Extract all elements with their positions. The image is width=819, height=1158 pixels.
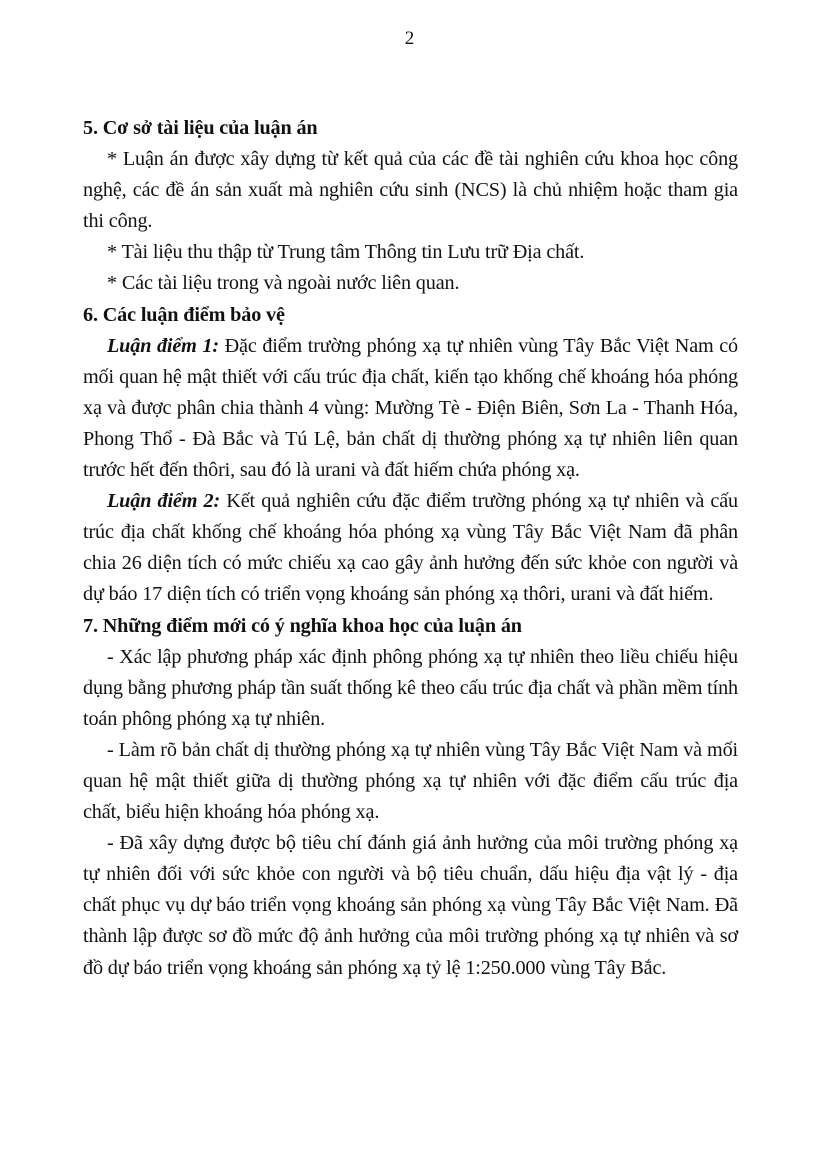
- paragraph-text: - Đã xây dựng được bộ tiêu chí đánh giá ảnh hưởng của môi trường phóng xạ tự nhiên đối với sức khỏe con người và bộ tiêu chuẩn, dấu hiệu địa vật lý - địa chất phục vụ dự báo triển vọng khoáng sản phóng xạ vùng Tây Bắc Việt Nam. Đã thành lập được sơ đồ mức độ ảnh hưởng của môi trường phóng xạ tự nhiên và sơ đồ dự báo triển vọng khoáng sản phóng xạ tỷ lệ 1:250.000 vùng Tây Bắc.: [83, 832, 738, 979]
- section-heading: 7. Những điểm mới có ý nghĩa khoa học của luận án: [83, 614, 522, 637]
- section-heading: 5. Cơ sở tài liệu của luận án: [83, 117, 318, 139]
- section-6: [83, 300, 738, 611]
- paragraph-text: * Tài liệu thu thập từ Trung tâm Thông tin Lưu trữ Địa chất.: [107, 241, 585, 264]
- paragraph: [83, 268, 738, 299]
- paragraph-text: - Làm rõ bản chất dị thường phóng xạ tự nhiên vùng Tây Bắc Việt Nam và mối quan hệ mật thiết giữa dị thường phóng xạ tự nhiên với đặc điểm cấu trúc địa chất, biểu hiện khoáng hóa phóng xạ.: [83, 738, 738, 824]
- section-heading: 6. Các luận điểm bảo vệ: [83, 303, 285, 326]
- paragraph-text: Đặc điểm trường phóng xạ tự nhiên vùng Tây Bắc Việt Nam có mối quan hệ mật thiết với cấu trúc địa chất, kiến tạo khống chế khoáng hóa phóng xạ và được phân chia thành 4 vùng: Mường Tè - Điện Biên, Sơn La - Thanh Hóa, Phong Thổ - Đà Bắc và Tú Lệ, bản chất dị thường phóng xạ tự nhiên liên quan trước hết đến thôri, sau đó là urani và đất hiếm chứa phóng xạ.: [83, 334, 739, 482]
- thesis-point-label: Luận điểm 1:: [107, 334, 219, 357]
- section-7: [83, 611, 738, 984]
- paragraph: [83, 735, 738, 828]
- section-5: [83, 113, 738, 300]
- paragraph: [83, 828, 738, 983]
- page-number: 2: [404, 28, 415, 49]
- paragraph: [83, 237, 738, 268]
- paragraph-text: * Các tài liệu trong và ngoài nước liên quan.: [107, 272, 460, 295]
- paragraph: [83, 144, 738, 237]
- page-content: [83, 113, 738, 984]
- thesis-point-label: Luận điểm 2:: [107, 490, 221, 513]
- paragraph: [83, 486, 738, 610]
- paragraph-text: - Xác lập phương pháp xác định phông phóng xạ tự nhiên theo liều chiếu hiệu dụng bằng phương pháp tần suất thống kê theo cấu trúc địa chất và phần mềm tính toán phông phóng xạ tự nhiên.: [83, 645, 738, 730]
- paragraph-text: * Luận án được xây dựng từ kết quả của các đề tài nghiên cứu khoa học công nghệ, các đề án sản xuất mà nghiên cứu sinh (NCS) là chủ nhiệm hoặc tham gia thi công.: [83, 148, 738, 233]
- paragraph-text: Kết quả nghiên cứu đặc điểm trường phóng xạ tự nhiên và cấu trúc địa chất khống chế khoáng hóa phóng xạ vùng Tây Bắc Việt Nam đã phân chia 26 diện tích có mức chiếu xạ cao gây ảnh hưởng đến sức khỏe con người và dự báo 17 diện tích có triển vọng khoáng sản phóng xạ thôri, urani và đất hiếm.: [83, 490, 738, 606]
- paragraph: [83, 331, 738, 486]
- paragraph: [83, 642, 738, 735]
